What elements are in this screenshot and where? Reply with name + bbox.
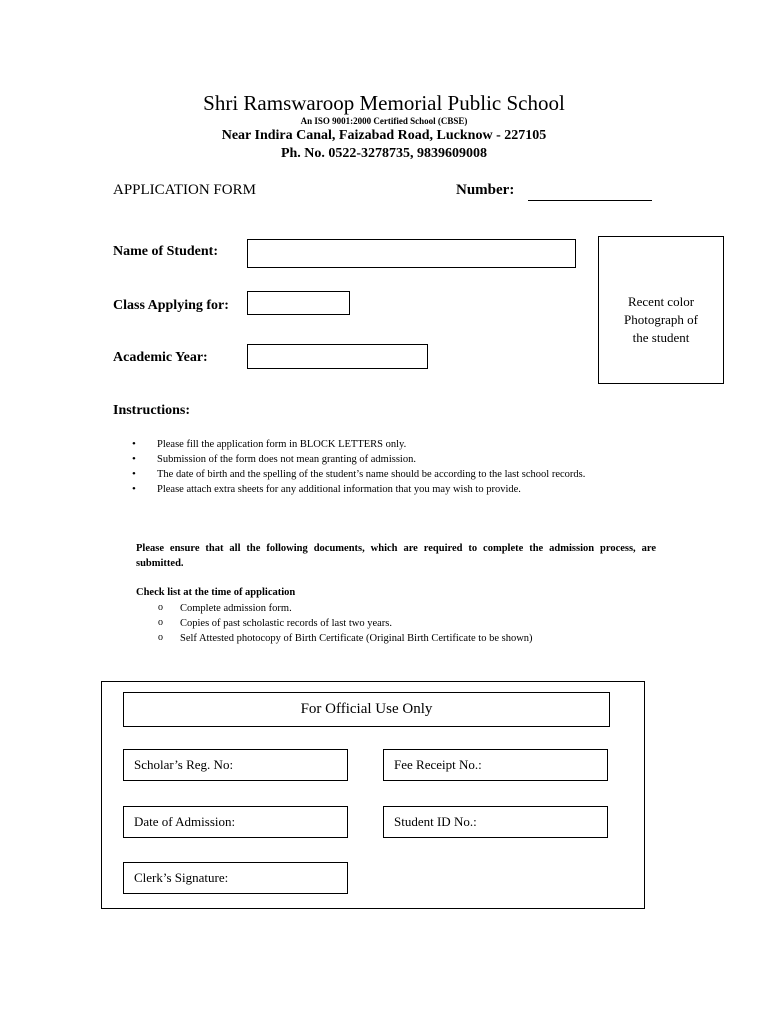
photo-caption-line: Photograph of	[623, 312, 699, 327]
checklist-item: o Copies of past scholastic records of last two years.	[136, 616, 533, 631]
fee-receipt-field[interactable]: Fee Receipt No.:	[383, 749, 608, 781]
checklist-item: o Complete admission form.	[136, 601, 533, 616]
instructions-heading: Instructions:	[113, 403, 191, 418]
instruction-item: • Submission of the form does not mean granting of admission.	[113, 452, 658, 467]
photo-box	[598, 236, 724, 384]
instruction-item: • The date of birth and the spelling of the student’s name should be according to the last school records.	[113, 467, 658, 482]
class-applying-input[interactable]	[247, 291, 350, 315]
scholar-reg-field[interactable]: Scholar’s Reg. No:	[123, 749, 348, 781]
name-of-student-label: Name of Student:	[113, 244, 218, 259]
iso-certification: An ISO 9001:2000 Certified School (CBSE)	[300, 116, 468, 126]
checklist-item: o Self Attested photocopy of Birth Certificate (Original Birth Certificate to be shown)	[136, 631, 533, 646]
photo-caption-line: the student	[632, 330, 690, 345]
school-phone: Ph. No. 0522-3278735, 9839609008	[280, 146, 488, 161]
instruction-item: • Please attach extra sheets for any additional information that you may wish to provide.	[113, 482, 658, 497]
school-address: Near Indira Canal, Faizabad Road, Lucknow - 227105	[221, 128, 547, 143]
date-of-admission-field[interactable]: Date of Admission:	[123, 806, 348, 838]
clerk-signature-field[interactable]: Clerk’s Signature:	[123, 862, 348, 894]
student-id-field[interactable]: Student ID No.:	[383, 806, 608, 838]
form-number-field[interactable]	[528, 200, 652, 201]
name-of-student-input[interactable]	[247, 239, 576, 268]
official-use-title: For Official Use Only	[123, 692, 610, 727]
instructions-list	[113, 437, 658, 497]
photo-caption	[599, 293, 723, 347]
checklist	[136, 601, 533, 646]
form-number-label: Number:	[456, 182, 515, 198]
school-name: Shri Ramswaroop Memorial Public School	[203, 91, 565, 115]
form-title: APPLICATION FORM	[113, 182, 256, 198]
academic-year-label: Academic Year:	[113, 350, 208, 365]
checklist-heading: Check list at the time of application	[136, 587, 296, 598]
class-applying-label: Class Applying for:	[113, 298, 229, 313]
photo-caption-line: Recent color	[627, 294, 695, 309]
academic-year-input[interactable]	[247, 344, 428, 369]
documents-notice: Please ensure that all the following documents, which are required to complete the admission process, are submitted.	[136, 543, 656, 569]
instruction-item: • Please fill the application form in BLOCK LETTERS only.	[113, 437, 658, 452]
